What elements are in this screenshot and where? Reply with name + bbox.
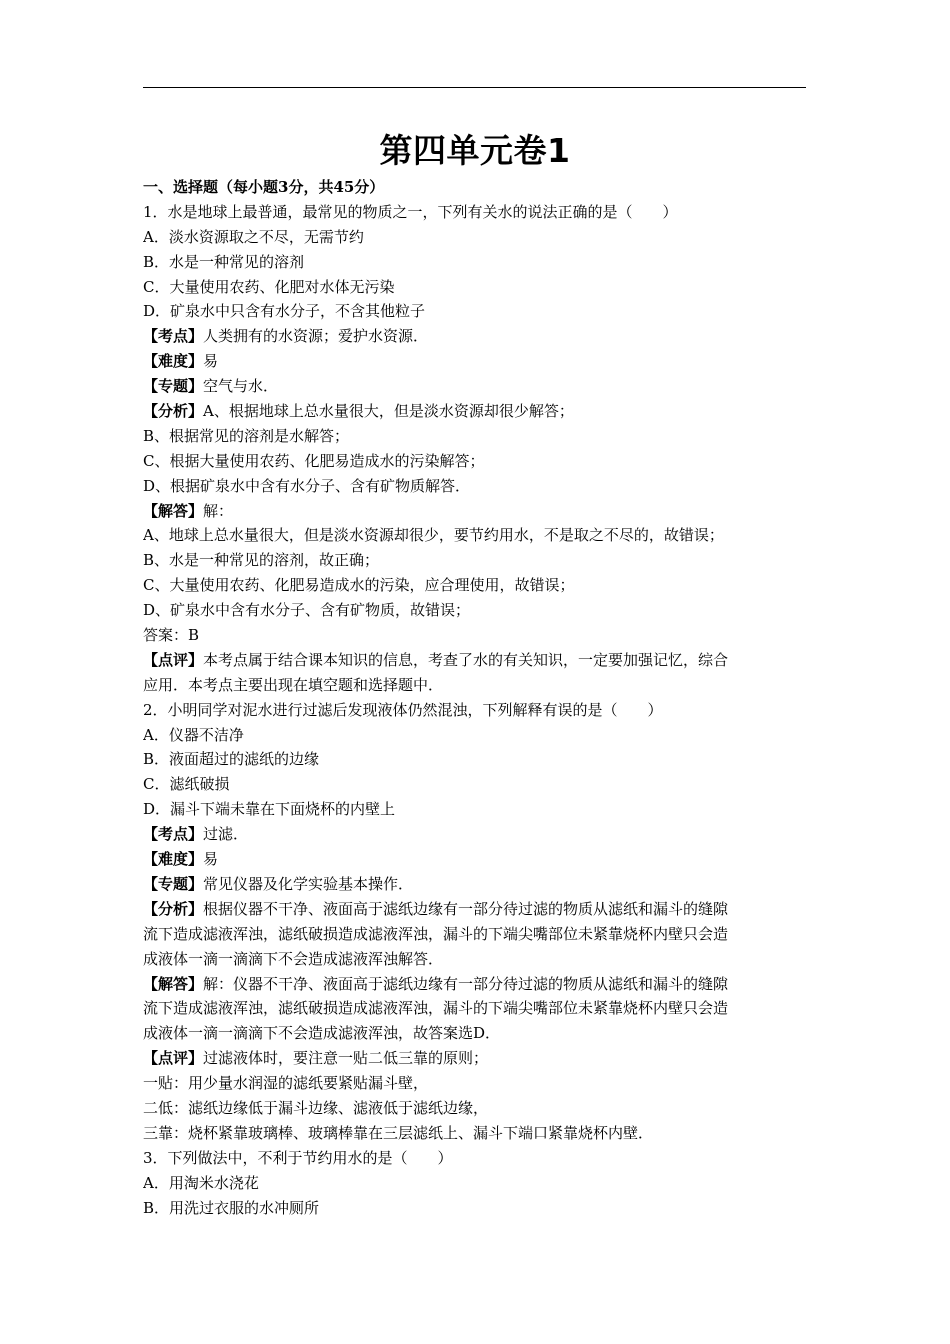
text-line [143,847,813,872]
text-line [143,797,813,822]
line-text: 根据仪器不干净、液面高于滤纸边缘有一部分待过滤的物质从滤纸和漏斗的缝隙 [203,899,729,918]
text-line [143,947,813,972]
header-rule [143,87,806,88]
text-line [143,922,813,947]
text-line [143,723,813,748]
line-text: 流下造成滤液浑浊，滤纸破损造成滤液浑浊，漏斗的下端尖嘴部位未紧靠烧杯内壁只会造 [143,924,729,943]
line-text: C．大量使用农药、化肥对水体无污染 [143,277,395,296]
line-text: 空气与水． [203,377,279,396]
text-line [143,872,813,897]
line-text: A．用淘米水浇花 [143,1173,259,1192]
text-lines [143,200,813,1221]
text-line [143,1171,813,1196]
text-line [143,1071,813,1096]
text-line [143,548,813,573]
line-text: 二低：滤纸边缘低于漏斗边缘、滤液低于滤纸边缘， [143,1098,489,1117]
line-text: 解： [203,501,234,520]
text-line [143,399,813,424]
text-line [143,1196,813,1221]
text-line [143,1121,813,1146]
line-text: C、根据大量使用农药、化肥易造成水的污染解答； [143,451,485,470]
line-text: C、大量使用农药、化肥易造成水的污染，应合理使用，故错误； [143,576,575,595]
line-text: 过滤． [203,825,249,844]
line-tag: 【分析】 [143,402,204,421]
text-line [143,299,813,324]
line-text: 应用．本考点主要出现在填空题和选择题中． [143,675,444,694]
text-line [143,499,813,524]
line-tag: 【点评】 [143,650,204,669]
line-text: 易 [203,850,219,869]
line-text: 成液体一滴一滴滴下不会造成滤液浑浊解答． [143,949,444,968]
line-text: B、根据常见的溶剂是水解答； [143,426,350,445]
line-text: 三靠：烧杯紧靠玻璃棒、玻璃棒靠在三层滤纸上、漏斗下端口紧靠烧杯内壁． [143,1123,654,1142]
line-text: D．矿泉水中只含有水分子，不含其他粒子 [143,302,426,321]
line-text: D．漏斗下端未靠在下面烧杯的内壁上 [143,800,396,819]
text-line [143,374,813,399]
line-text: 一贴：用少量水润湿的滤纸要紧贴漏斗壁， [143,1074,429,1093]
text-line [143,772,813,797]
text-line [143,1021,813,1046]
text-line [143,275,813,300]
line-text: 成液体一滴一滴滴下不会造成滤液浑浊，故答案选D． [143,1024,501,1043]
line-text: 1．水是地球上最普通，最常见的物质之一，下列有关水的说法正确的是（ ） [143,202,678,221]
page-title: 第四单元卷1 [379,131,571,170]
text-line [143,523,813,548]
text-line [143,225,813,250]
line-text: B．用洗过衣服的水冲厕所 [143,1198,320,1217]
line-text: A、地球上总水量很大，但是淡水资源却很少，要节约用水，不是取之不尽的，故错误； [143,526,724,545]
text-line [143,822,813,847]
text-line [143,623,813,648]
line-tag: 【解答】 [143,974,204,993]
line-text: B．水是一种常见的溶剂 [143,252,305,271]
line-tag: 【解答】 [143,501,204,520]
section-heading: 一、选择题（每小题3分，共45分） [143,178,385,196]
text-line [143,972,813,997]
text-line [143,1046,813,1071]
text-line [143,573,813,598]
line-tag: 【难度】 [143,850,204,869]
text-line [143,698,813,723]
line-tag: 【点评】 [143,1049,204,1068]
line-tag: 【专题】 [143,874,204,893]
line-tag: 【专题】 [143,377,204,396]
line-text: 流下造成滤液浑浊，滤纸破损造成滤液浑浊，漏斗的下端尖嘴部位未紧靠烧杯内壁只会造 [143,999,729,1018]
document-body [143,175,813,1220]
line-text: 人类拥有的水资源；爱护水资源． [203,327,429,346]
line-text: 常见仪器及化学实验基本操作． [203,874,414,893]
text-line [143,747,813,772]
text-line [143,897,813,922]
text-line [143,996,813,1021]
text-line [143,1146,813,1171]
line-tag: 【考点】 [143,825,204,844]
text-line [143,250,813,275]
text-line [143,200,813,225]
text-line [143,673,813,698]
line-text: B．液面超过的滤纸的边缘 [143,750,320,769]
text-line [143,648,813,673]
line-text: D、根据矿泉水中含有水分子、含有矿物质解答． [143,476,471,495]
text-line [143,449,813,474]
line-tag: 【分析】 [143,899,204,918]
line-text: A、根据地球上总水量很大，但是淡水资源却很少解答； [203,402,574,421]
line-text: A．仪器不洁净 [143,725,244,744]
line-text: D、矿泉水中含有水分子、含有矿物质，故错误； [143,601,471,620]
text-line [143,1096,813,1121]
text-line [143,349,813,374]
line-text: A．淡水资源取之不尽，无需节约 [143,227,364,246]
line-text: 过滤液体时，要注意一贴二低三靠的原则； [203,1049,489,1068]
line-text: 3．下列做法中，不利于节约用水的是（ ） [143,1148,453,1167]
line-text: C．滤纸破损 [143,775,230,794]
line-text: 答案：B [143,626,200,645]
line-text: 2．小明同学对泥水进行过滤后发现液体仍然混浊，下列解释有误的是（ ） [143,700,663,719]
line-text: 解：仪器不干净、液面高于滤纸边缘有一部分待过滤的物质从滤纸和漏斗的缝隙 [203,974,729,993]
text-line [143,324,813,349]
line-tag: 【考点】 [143,327,204,346]
text-line [143,598,813,623]
line-text: 本考点属于结合课本知识的信息，考查了水的有关知识，一定要加强记忆，综合 [203,650,729,669]
text-line [143,474,813,499]
text-line [143,424,813,449]
line-text: B、水是一种常见的溶剂，故正确； [143,551,380,570]
line-tag: 【难度】 [143,352,204,371]
line-text: 易 [203,352,219,371]
